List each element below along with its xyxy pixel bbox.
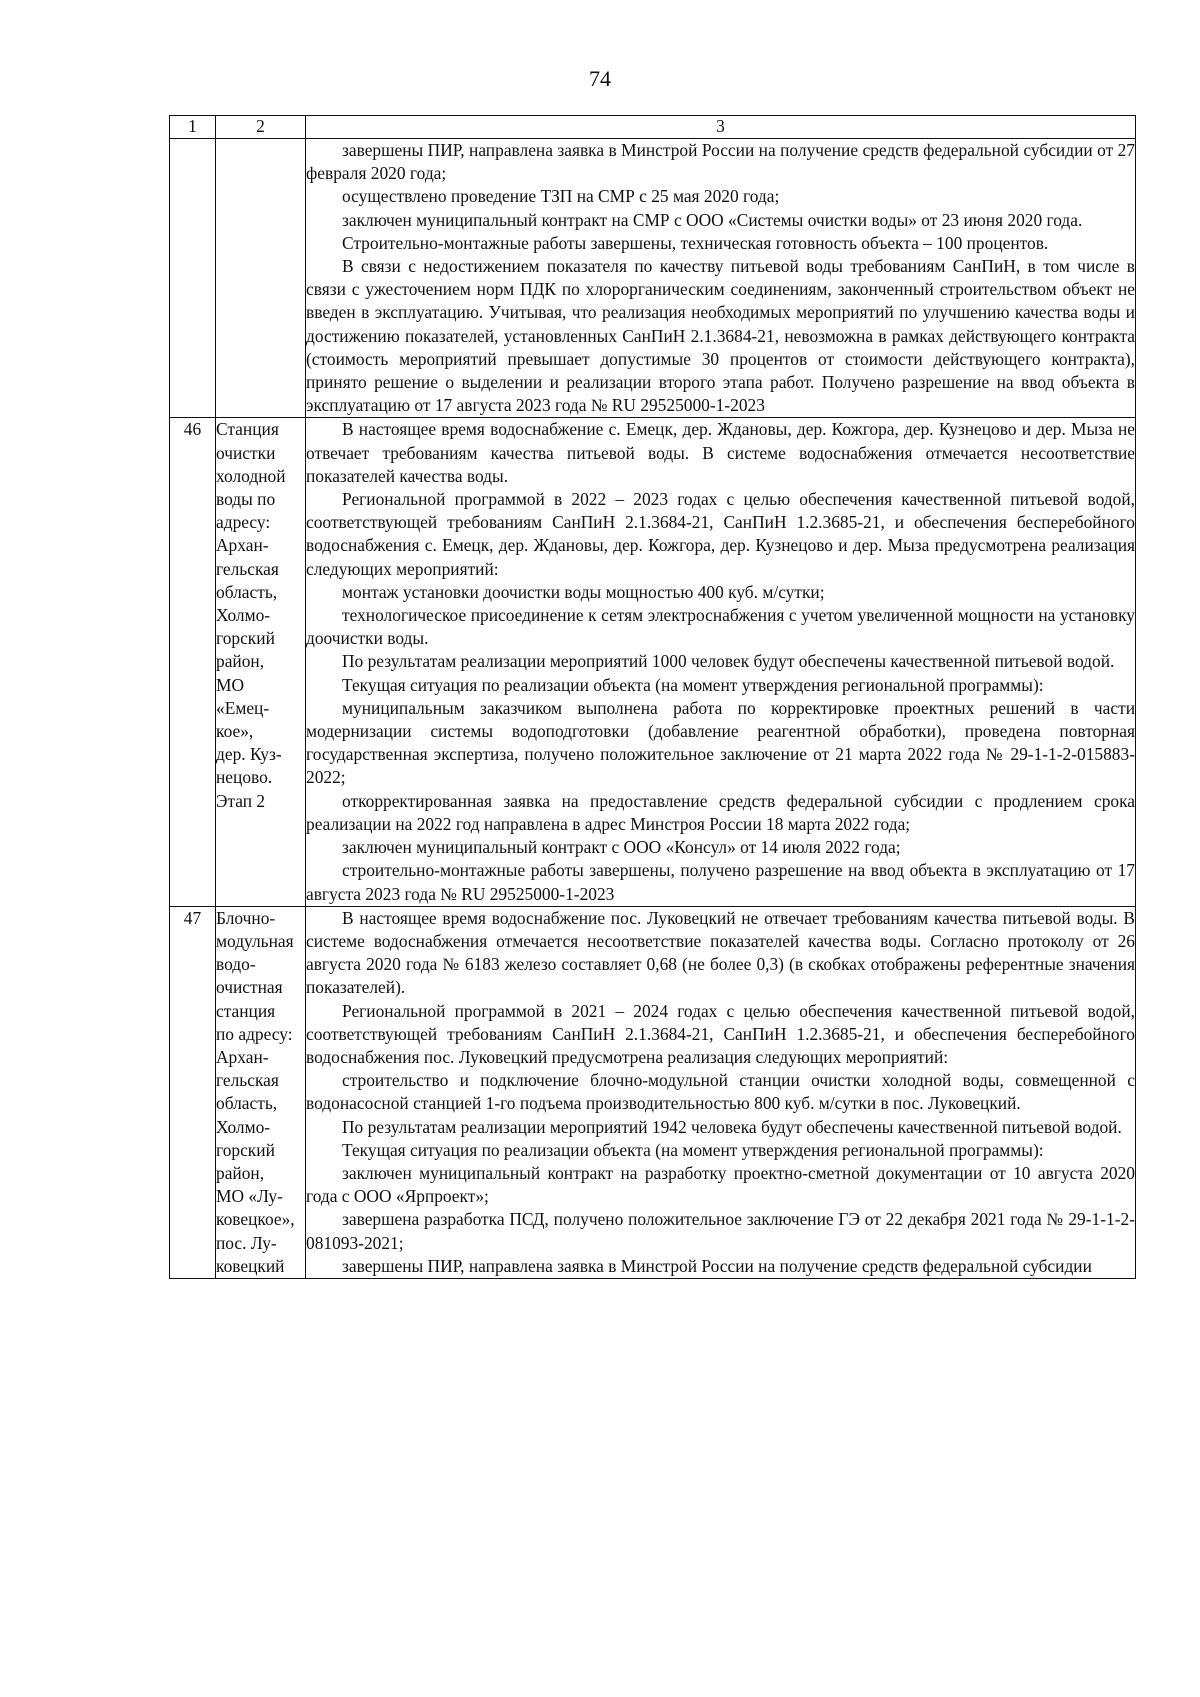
object-name-line: район, [216,651,265,672]
object-name-line: МО [216,674,245,695]
description-paragraph: По результатам реализации мероприятий 1942 человека будут обеспечены качественной питьевой водой. [342,1116,1122,1137]
description-paragraph: По результатам реализации мероприятий 1000 человек будут обеспечены качественной питьевой водой. [342,651,1115,672]
object-name-line: Станция [216,419,279,440]
object-name-line: район, [216,1162,265,1183]
object-name-line: ковецкое», [216,1209,295,1230]
object-name-line: Архан- [216,1046,269,1067]
table-row [170,906,1136,1278]
object-name-line: область, [216,1093,278,1114]
object-description [306,906,1136,1278]
description-paragraph: Региональной программой в 2021 – 2024 годах с целью обеспечения качественной питьевой водой, соответствующей требованиям СанПиН 2.1.3684-21, СанПиН 1.2.3685-21, и обеспечения бесперебойного водоснабжения пос. Луковецкий предусмотрена реализация следующих мероприятий: [306,1000,1135,1067]
table-row [170,139,1136,418]
object-name-line: гельская [216,558,279,579]
object-name [216,139,306,418]
object-name-line: кое», [216,721,254,742]
description-paragraph: заключен муниципальный контракт на разработку проектно-сметной документации от 10 августа 2020 года с ООО «Ярпроект»; [306,1162,1135,1207]
object-name-line: очистная [216,977,283,998]
object-name-line: Блочно- [216,907,276,928]
object-name-line: нецово. [216,767,273,788]
header-col-1: 1 [170,116,216,139]
object-name-line: ковецкий [216,1255,285,1276]
object-name-line: Холмо- [216,1116,271,1137]
header-col-2: 2 [216,116,306,139]
row-number [170,139,216,418]
row-number: 46 [170,418,216,906]
object-name-line: станция [216,1000,276,1021]
description-paragraph: В связи с недостижением показателя по качеству питьевой воды требованиям СанПиН, в том числе в связи с ужесточением норм ПДК по хлорорганическим соединениям, законченный строительством объект не введен в эксплуатацию. Учитывая, что реализация необходимых мероприятий по улучшению качества воды и достижению показателей, установленных СанПиН 2.1.3684-21, невозможна в рамках действующего контракта (стоимость мероприятий превышает допустимые 30 процентов от стоимости действующего контракта), принято решение о выделении и реализации второго этапа работ. Получено разрешение на ввод объекта в эксплуатацию от 17 августа 2023 года № RU 29525000-1-2023 [306,256,1135,416]
description-paragraph: заключен муниципальный контракт с ООО «Консул» от 14 июля 2022 года; [342,837,901,858]
object-name [216,418,306,906]
object-name-line: горский [216,1139,275,1160]
object-name-line: по адресу: [216,1023,293,1044]
object-name-line: холодной [216,465,286,486]
object-name-line: очистки [216,442,276,463]
program-table [169,115,1136,1279]
description-paragraph: монтаж установки доочистки воды мощностью 400 куб. м/сутки; [342,581,825,602]
object-description [306,139,1136,418]
object-name-line: Этап 2 [216,790,266,811]
description-paragraph: завершена разработка ПСД, получено положительное заключение ГЭ от 22 декабря 2021 года № 29-1-1-2-081093-2021; [306,1209,1135,1253]
description-paragraph: строительство и подключение блочно-модульной станции очистки холодной воды, совмещенной с водонасосной станцией 1-го подъема производительностью 800 куб. м/сутки в пос. Луковецкий. [306,1070,1135,1114]
object-name-line: дер. Куз- [216,744,282,765]
description-paragraph: Текущая ситуация по реализации объекта (на момент утверждения региональной программы): [342,1139,1044,1160]
object-name-line: Архан- [216,535,269,556]
description-paragraph: Строительно-монтажные работы завершены, техническая готовность объекта – 100 процентов. [342,232,1049,253]
object-name-line: водо- [216,954,256,975]
description-paragraph: завершены ПИР, направлена заявка в Минстрой России на получение средств федеральной субсидии [342,1255,1092,1276]
object-name-line: пос. Лу- [216,1232,277,1253]
table-header-row [170,116,1136,139]
row-number: 47 [170,906,216,1278]
description-paragraph: В настоящее время водоснабжение пос. Луковецкий не отвечает требованиям качества питьевой воды. В системе водоснабжения отмечается несоответствие показателей качества воды. Согласно протоколу от 26 августа 2020 года № 6183 железо составляет 0,68 (не более 0,3) (в скобках отображены референтные значения показателей). [306,907,1135,998]
header-col-3: 3 [306,116,1136,139]
description-paragraph: осуществлено проведение ТЗП на СМР с 25 мая 2020 года; [342,186,780,207]
object-name-line: гельская [216,1070,279,1091]
object-description [306,418,1136,906]
page-number: 74 [589,66,611,91]
description-paragraph: строительно-монтажные работы завершены, получено разрешение на ввод объекта в эксплуатацию от 17 августа 2023 года № RU 29525000-1-2023 [306,860,1135,904]
description-paragraph: муниципальным заказчиком выполнена работа по корректировке проектных решений в части модернизации системы водоподготовки (добавление реагентной обработки), проведена повторная государственная экспертиза, получено положительное заключение от 21 марта 2022 года № 29-1-1-2-015883-2022; [306,697,1135,788]
description-paragraph: В настоящее время водоснабжение с. Емецк, дер. Ждановы, дер. Кожгора, дер. Кузнецово и дер. Мыза не отвечает требованиям качества питьевой воды. В системе водоснабжения отмечается несоответствие показателей качества воды. [306,419,1135,486]
description-paragraph: заключен муниципальный контракт на СМР с ООО «Системы очистки воды» от 23 июня 2020 года. [342,209,1083,230]
object-name-line: область, [216,581,278,602]
description-paragraph: технологическое присоединение к сетям электроснабжения с учетом увеличенной мощности на установку доочистки воды. [306,605,1135,649]
description-paragraph: откорректированная заявка на предоставление средств федеральной субсидии с продлением срока реализации на 2022 год направлена в адрес Минстроя России 18 марта 2022 года; [306,790,1135,834]
object-name-line: Холмо- [216,605,271,626]
object-name-line: модульная [216,930,294,951]
object-name-line: «Емец- [216,697,270,718]
description-paragraph: завершены ПИР, направлена заявка в Минстрой России на получение средств федеральной субсидии от 27 февраля 2020 года; [306,140,1135,184]
description-paragraph: Текущая ситуация по реализации объекта (на момент утверждения региональной программы): [342,674,1044,695]
object-name-line: воды по [216,489,276,510]
object-name-line: адресу: [216,512,271,533]
object-name [216,906,306,1278]
description-paragraph: Региональной программой в 2022 – 2023 годах с целью обеспечения качественной питьевой водой, соответствующей требованиям СанПиН 2.1.3684-21, СанПиН 1.2.3685-21, и обеспечения бесперебойного водоснабжения с. Емецк, дер. Ждановы, дер. Кожгора, дер. Кузнецово и дер. Мыза предусмотрена реализация следующих мероприятий: [306,489,1135,579]
table-row [170,418,1136,906]
object-name-line: горский [216,628,275,649]
object-name-line: МО «Лу- [216,1186,283,1207]
